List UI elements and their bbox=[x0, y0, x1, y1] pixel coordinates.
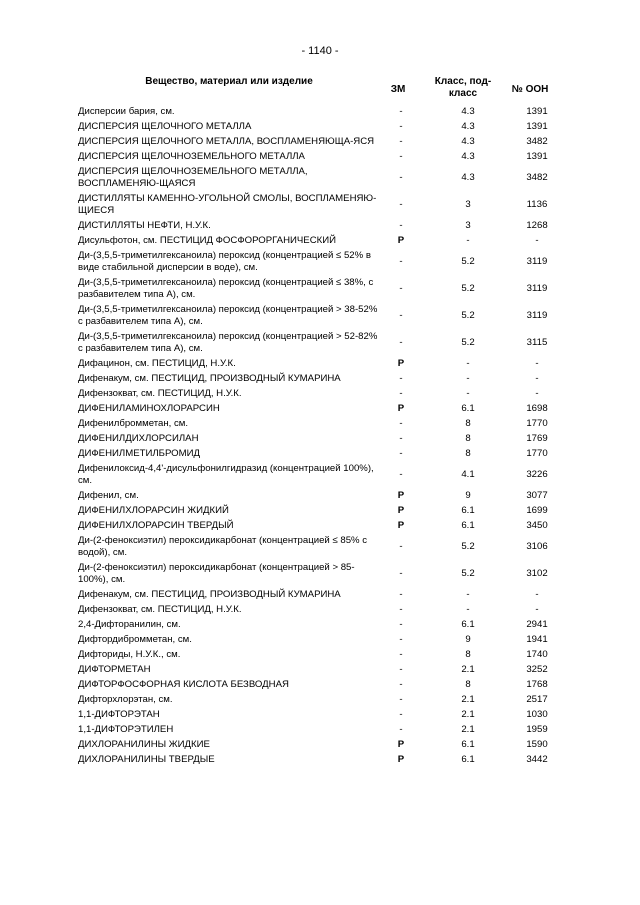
substance-name: ДИФЕНИЛДИХЛОРСИЛАН bbox=[78, 432, 199, 444]
class-value: - bbox=[466, 372, 470, 384]
un-number: 1391 bbox=[526, 105, 548, 117]
un-number: 3252 bbox=[526, 663, 548, 675]
table-row bbox=[78, 275, 558, 302]
substance-name: ДИФЕНИЛМЕТИЛБРОМИД bbox=[78, 447, 200, 459]
un-number: 3442 bbox=[526, 753, 548, 765]
table-header bbox=[78, 74, 558, 104]
class-value: 8 bbox=[465, 648, 471, 660]
zm-mark: - bbox=[399, 678, 403, 690]
un-number: 2941 bbox=[526, 618, 548, 630]
un-number: 1699 bbox=[526, 504, 548, 516]
class-value: 4.1 bbox=[461, 468, 475, 480]
class-value: 5.2 bbox=[461, 336, 475, 348]
zm-mark: P bbox=[397, 402, 405, 414]
substance-name: Дисперсии бария, см. bbox=[78, 105, 175, 117]
un-number: 1959 bbox=[526, 723, 548, 735]
un-number: 1768 bbox=[526, 678, 548, 690]
zm-mark: P bbox=[397, 519, 405, 531]
class-value: 2.1 bbox=[461, 693, 475, 705]
class-value: 4.3 bbox=[461, 171, 475, 183]
substance-name: Дифенакум, см. ПЕСТИЦИД, ПРОИЗВОДНЫЙ КУМАРИНА bbox=[78, 372, 341, 384]
class-value: 4.3 bbox=[461, 120, 475, 132]
table-row bbox=[78, 518, 558, 533]
un-number: 1391 bbox=[526, 150, 548, 162]
un-number: 2517 bbox=[526, 693, 548, 705]
table-row bbox=[78, 416, 558, 431]
zm-mark: - bbox=[399, 447, 403, 459]
class-value: 6.1 bbox=[461, 738, 475, 750]
un-number: 1770 bbox=[526, 447, 548, 459]
table-row bbox=[78, 692, 558, 707]
class-value: 4.3 bbox=[461, 135, 475, 147]
zm-mark: - bbox=[399, 567, 403, 579]
zm-mark: - bbox=[399, 618, 403, 630]
class-value: 4.3 bbox=[461, 105, 475, 117]
table-row bbox=[78, 248, 558, 275]
zm-mark: - bbox=[399, 198, 403, 210]
table-row bbox=[78, 191, 558, 218]
zm-mark: P bbox=[397, 738, 405, 750]
table-row bbox=[78, 446, 558, 461]
zm-mark: - bbox=[399, 150, 403, 162]
substance-name: Дифтордибромметан, см. bbox=[78, 633, 192, 645]
class-value: 8 bbox=[465, 417, 471, 429]
table-row bbox=[78, 662, 558, 677]
zm-mark: - bbox=[399, 135, 403, 147]
zm-mark: - bbox=[399, 708, 403, 720]
class-value: 6.1 bbox=[461, 753, 475, 765]
table-row bbox=[78, 356, 558, 371]
zm-mark: - bbox=[399, 255, 403, 267]
substance-name: Ди-(2-феноксиэтил) пероксидикарбонат (концентрацией ≤ 85% с водой), см. bbox=[78, 534, 368, 558]
table-row bbox=[78, 533, 558, 560]
class-value: 8 bbox=[465, 678, 471, 690]
table-row bbox=[78, 104, 558, 119]
un-number: 3226 bbox=[526, 468, 548, 480]
zm-mark: - bbox=[399, 171, 403, 183]
un-number: 1941 bbox=[526, 633, 548, 645]
substance-name: Ди-(3,5,5-триметилгексаноила) пероксид (концентрацией > 38-52% с разбавителем типа А), см. bbox=[78, 303, 378, 327]
header-substance: Вещество, материал или изделие bbox=[145, 76, 313, 87]
table-row bbox=[78, 722, 558, 737]
zm-mark: - bbox=[399, 588, 403, 600]
class-value: - bbox=[466, 357, 470, 369]
un-number: 3106 bbox=[526, 540, 548, 552]
zm-mark: - bbox=[399, 372, 403, 384]
class-value: 5.2 bbox=[461, 255, 475, 267]
substance-name: Дифториды, Н.У.К., см. bbox=[78, 648, 181, 660]
zm-mark: P bbox=[397, 504, 405, 516]
un-number: - bbox=[535, 387, 539, 399]
table-row bbox=[78, 503, 558, 518]
class-value: 2.1 bbox=[461, 663, 475, 675]
un-number: - bbox=[535, 372, 539, 384]
substance-name: Дифторхлорэтан, см. bbox=[78, 693, 173, 705]
zm-mark: - bbox=[399, 387, 403, 399]
un-number: 3115 bbox=[526, 336, 548, 348]
table-row bbox=[78, 587, 558, 602]
table-row bbox=[78, 164, 558, 191]
zm-mark: - bbox=[399, 648, 403, 660]
zm-mark: P bbox=[397, 489, 405, 501]
un-number: 3482 bbox=[526, 171, 548, 183]
zm-mark: - bbox=[399, 540, 403, 552]
zm-mark: - bbox=[399, 603, 403, 615]
table-row bbox=[78, 302, 558, 329]
substance-name: ДИСТИЛЛЯТЫ КАМЕННО-УГОЛЬНОЙ СМОЛЫ, ВОСПЛАМЕНЯЮ-ЩИЕСЯ bbox=[78, 192, 377, 216]
table-row bbox=[78, 218, 558, 233]
zm-mark: - bbox=[399, 723, 403, 735]
zm-mark: - bbox=[399, 417, 403, 429]
un-number: 1740 bbox=[526, 648, 548, 660]
substance-name: 2,4-Дифторанилин, см. bbox=[78, 618, 181, 630]
class-value: 2.1 bbox=[461, 708, 475, 720]
substance-name: Ди-(3,5,5-триметилгексаноила) пероксид (концентрацией ≤ 52% в виде стабильной дисперсии в воде), см. bbox=[78, 249, 371, 273]
un-number: 1268 bbox=[526, 219, 548, 231]
table-row bbox=[78, 401, 558, 416]
class-value: 9 bbox=[465, 633, 471, 645]
substance-name: Дифенилоксид-4,4'-дисульфонилгидразид (концентрацией 100%), см. bbox=[78, 462, 374, 486]
table-row bbox=[78, 149, 558, 164]
table-row bbox=[78, 677, 558, 692]
class-value: 6.1 bbox=[461, 504, 475, 516]
zm-mark: P bbox=[397, 357, 405, 369]
substance-name: ДИФТОРМЕТАН bbox=[78, 663, 151, 675]
table-row bbox=[78, 752, 558, 767]
zm-mark: - bbox=[399, 336, 403, 348]
un-number: 3482 bbox=[526, 135, 548, 147]
un-number: - bbox=[535, 234, 539, 246]
zm-mark: P bbox=[397, 753, 405, 765]
class-value: - bbox=[466, 588, 470, 600]
substance-name: Ди-(3,5,5-триметилгексаноила) пероксид (концентрацией > 52-82% с разбавителем типа А), см. bbox=[78, 330, 378, 354]
class-value: 3 bbox=[465, 198, 471, 210]
substance-name: Дисульфотон, см. ПЕСТИЦИД ФОСФОРОРГАНИЧЕСКИЙ bbox=[78, 234, 337, 246]
substance-name: ДИФЕНИЛХЛОРАРСИН ТВЕРДЫЙ bbox=[78, 519, 234, 531]
table-row bbox=[78, 632, 558, 647]
class-value: 6.1 bbox=[461, 519, 475, 531]
table-row bbox=[78, 560, 558, 587]
substance-name: ДИХЛОРАНИЛИНЫ ТВЕРДЫЕ bbox=[78, 753, 215, 765]
substance-name: ДИФЕНИЛХЛОРАРСИН ЖИДКИЙ bbox=[78, 504, 229, 516]
substance-name: ДИСПЕРСИЯ ЩЕЛОЧНОГО МЕТАЛЛА, ВОСПЛАМЕНЯЮЩА-ЯСЯ bbox=[78, 135, 375, 147]
substance-name: ДИСТИЛЛЯТЫ НЕФТИ, Н.У.К. bbox=[78, 219, 211, 231]
zm-mark: - bbox=[399, 105, 403, 117]
class-value: 4.3 bbox=[461, 150, 475, 162]
substance-name: Дифензокват, см. ПЕСТИЦИД, Н.У.К. bbox=[78, 603, 242, 615]
un-number: 3119 bbox=[526, 255, 548, 267]
zm-mark: P bbox=[397, 234, 405, 246]
class-value: - bbox=[466, 234, 470, 246]
table-row bbox=[78, 386, 558, 401]
zm-mark: - bbox=[399, 633, 403, 645]
substance-name: ДИХЛОРАНИЛИНЫ ЖИДКИЕ bbox=[78, 738, 210, 750]
table-row bbox=[78, 488, 558, 503]
substance-name: ДИФТОРФОСФОРНАЯ КИСЛОТА БЕЗВОДНАЯ bbox=[78, 678, 289, 690]
substance-name: Дифенакум, см. ПЕСТИЦИД, ПРОИЗВОДНЫЙ КУМАРИНА bbox=[78, 588, 341, 600]
zm-mark: - bbox=[399, 219, 403, 231]
un-number: 1769 bbox=[526, 432, 548, 444]
class-value: 2.1 bbox=[461, 723, 475, 735]
substance-name: Дифенил, см. bbox=[78, 489, 139, 501]
table-row bbox=[78, 707, 558, 722]
header-zm: ЗМ bbox=[390, 84, 406, 95]
header-class: Класс, под-класс bbox=[434, 76, 492, 99]
class-value: 8 bbox=[465, 447, 471, 459]
un-number: 3119 bbox=[526, 282, 548, 294]
zm-mark: - bbox=[399, 282, 403, 294]
substance-name: Ди-(2-феноксиэтил) пероксидикарбонат (концентрацией > 85-100%), см. bbox=[78, 561, 355, 585]
substance-name: Дифенилбромметан, см. bbox=[78, 417, 189, 429]
un-number: - bbox=[535, 588, 539, 600]
un-number: 3450 bbox=[526, 519, 548, 531]
substance-name: ДИСПЕРСИЯ ЩЕЛОЧНОЗЕМЕЛЬНОГО МЕТАЛЛА, ВОСПЛАМЕНЯЮ-ЩАЯСЯ bbox=[78, 165, 308, 189]
table-row bbox=[78, 617, 558, 632]
table-row bbox=[78, 134, 558, 149]
class-value: - bbox=[466, 387, 470, 399]
table-row bbox=[78, 647, 558, 662]
class-value: 5.2 bbox=[461, 567, 475, 579]
substance-name: Дифацинон, см. ПЕСТИЦИД, Н.У.К. bbox=[78, 357, 236, 369]
page-number: - 1140 - bbox=[301, 45, 339, 57]
substance-name: Ди-(3,5,5-триметилгексаноила) пероксид (концентрацией ≤ 38%, с разбавителем типа А), см. bbox=[78, 276, 374, 300]
un-number: 1698 bbox=[526, 402, 548, 414]
un-number: 3119 bbox=[526, 309, 548, 321]
class-value: 5.2 bbox=[461, 282, 475, 294]
class-value: 6.1 bbox=[461, 402, 475, 414]
un-number: - bbox=[535, 603, 539, 615]
table-row bbox=[78, 329, 558, 356]
substance-name: ДИСПЕРСИЯ ЩЕЛОЧНОГО МЕТАЛЛА bbox=[78, 120, 252, 132]
table-row bbox=[78, 431, 558, 446]
zm-mark: - bbox=[399, 432, 403, 444]
un-number: 3077 bbox=[526, 489, 548, 501]
un-number: 1030 bbox=[526, 708, 548, 720]
class-value: 5.2 bbox=[461, 309, 475, 321]
un-number: 1770 bbox=[526, 417, 548, 429]
class-value: 5.2 bbox=[461, 540, 475, 552]
table-row bbox=[78, 119, 558, 134]
class-value: 8 bbox=[465, 432, 471, 444]
un-number: 1136 bbox=[526, 198, 548, 210]
class-value: - bbox=[466, 603, 470, 615]
un-number: - bbox=[535, 357, 539, 369]
substance-table bbox=[78, 104, 558, 767]
header-un-number: № ООН bbox=[511, 84, 549, 95]
un-number: 3102 bbox=[526, 567, 548, 579]
substance-name: Дифензокват, см. ПЕСТИЦИД, Н.У.К. bbox=[78, 387, 242, 399]
un-number: 1590 bbox=[526, 738, 548, 750]
class-value: 3 bbox=[465, 219, 471, 231]
zm-mark: - bbox=[399, 663, 403, 675]
table-row bbox=[78, 737, 558, 752]
table-row bbox=[78, 602, 558, 617]
table-row bbox=[78, 371, 558, 386]
table-row bbox=[78, 233, 558, 248]
substance-name: 1,1-ДИФТОРЭТАН bbox=[78, 708, 160, 720]
zm-mark: - bbox=[399, 693, 403, 705]
zm-mark: - bbox=[399, 120, 403, 132]
substance-name: ДИСПЕРСИЯ ЩЕЛОЧНОЗЕМЕЛЬНОГО МЕТАЛЛА bbox=[78, 150, 305, 162]
un-number: 1391 bbox=[526, 120, 548, 132]
substance-name: 1,1-ДИФТОРЭТИЛЕН bbox=[78, 723, 174, 735]
zm-mark: - bbox=[399, 309, 403, 321]
zm-mark: - bbox=[399, 468, 403, 480]
class-value: 6.1 bbox=[461, 618, 475, 630]
substance-name: ДИФЕНИЛАМИНОХЛОРАРСИН bbox=[78, 402, 220, 414]
class-value: 9 bbox=[465, 489, 471, 501]
table-row bbox=[78, 461, 558, 488]
